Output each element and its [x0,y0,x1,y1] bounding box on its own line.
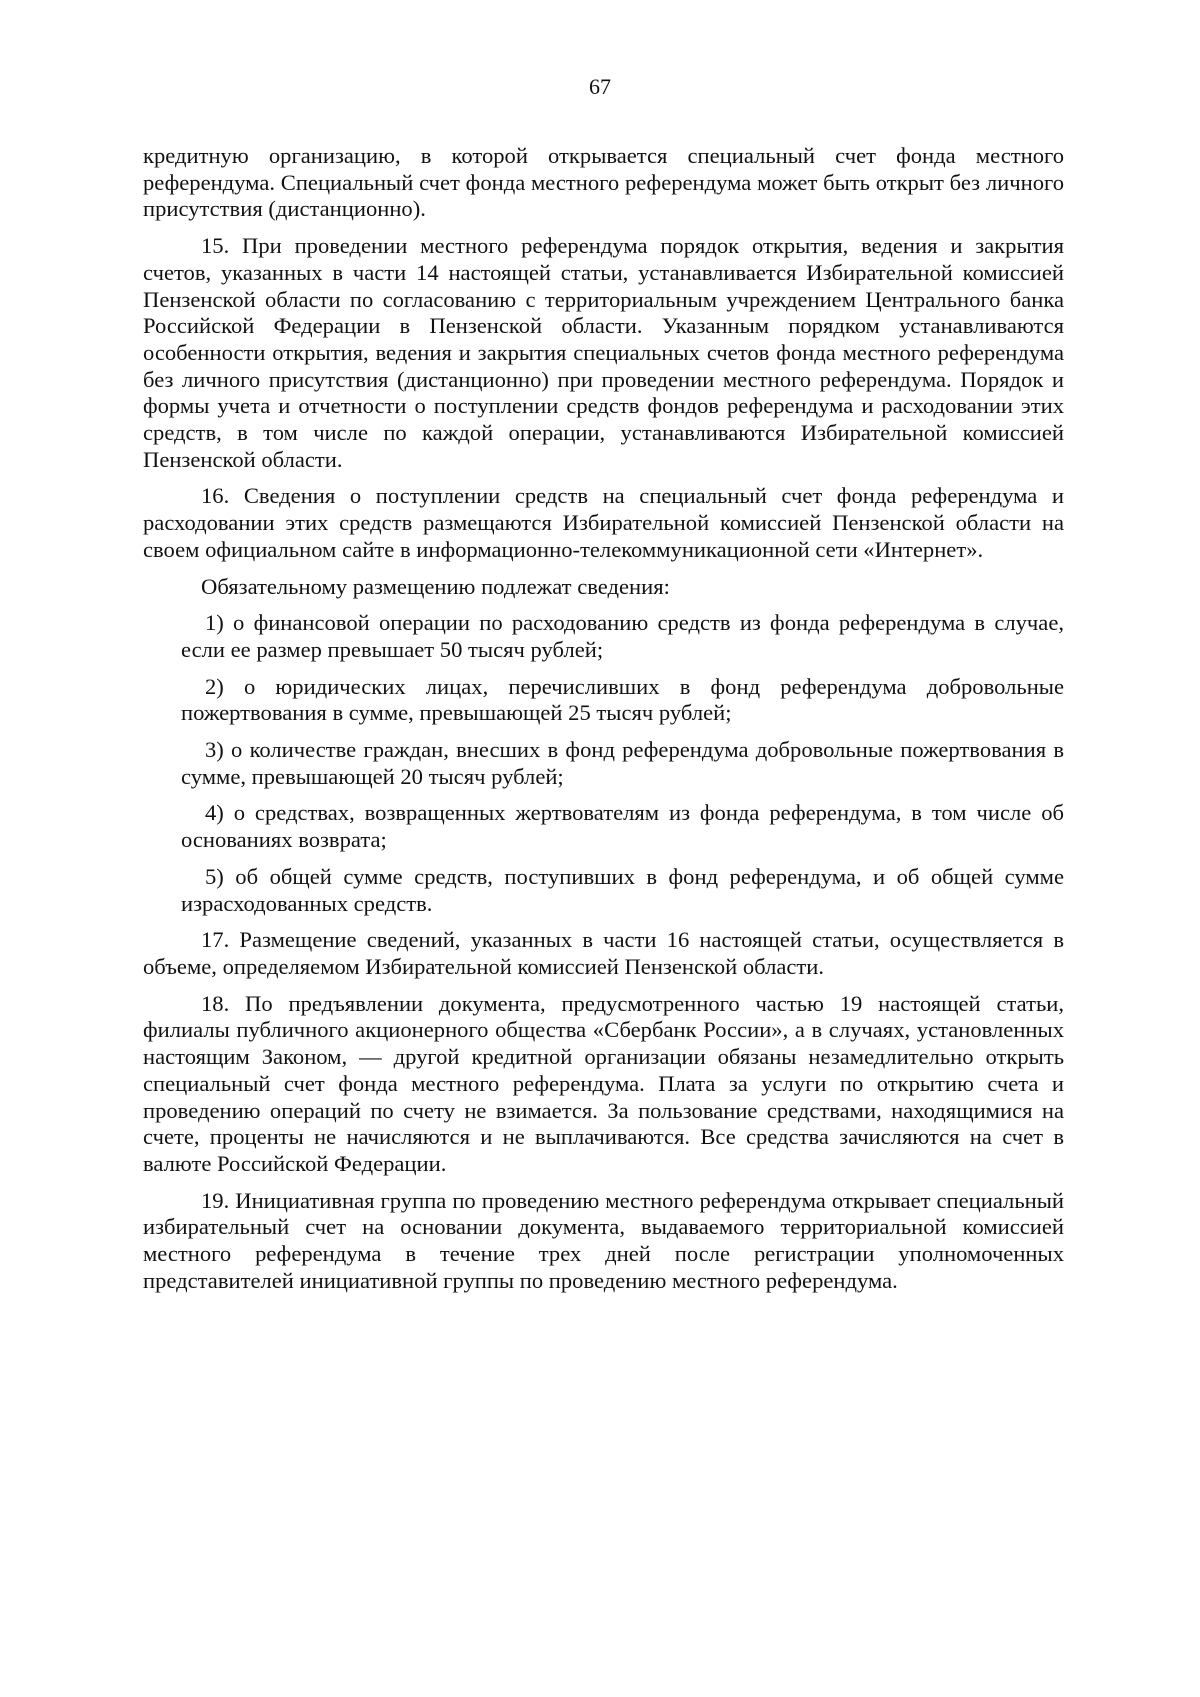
page-number: 67 [589,74,611,99]
paragraph-15: 15. При проведении местного референдума порядок открытия, ведения и закрытия счетов, указанных в части 14 настоящей статьи, устанавливается Избирательной комиссией Пензенской области по согласованию с территориальным учреждением Центрального банка Российской Федерации в Пензенской области. Указанным порядком устанавливаются особенности открытия, ведения и закрытия специальных счетов фонда местного референдума без личного присутствия (дистанционно) при проведении местного референдума. Порядок и формы учета и отчетности о поступлении средств фондов референдума и расходовании этих средств, в том числе по каждой операции, устанавливаются Избирательной комиссией Пензенской области. [143,233,1064,472]
document-body [143,143,1064,1304]
paragraph-16: 16. Сведения о поступлении средств на специальный счет фонда референдума и расходовании этих средств размещаются Избирательной комиссией Пензенской области на своем официальном сайте в информационно-телекоммуникационной сети «Интернет». [143,483,1064,562]
list-item: 5) об общей сумме средств, поступивших в фонд референдума, и об общей сумме израсходованных средств. [181,863,1064,916]
paragraph-17: 17. Размещение сведений, указанных в части 16 настоящей статьи, осуществляется в объеме, определяемом Избирательной комиссией Пензенской области. [143,927,1064,979]
list-item: 1) о финансовой операции по расходованию средств из фонда референдума в случае, если ее размер превышает 50 тысяч рублей; [181,610,1064,662]
list-item: 2) о юридических лицах, перечисливших в фонд референдума добровольные пожертвования в сумме, превышающей 25 тысяч рублей; [181,673,1064,726]
paragraph-18: 18. По предъявлении документа, предусмотренного частью 19 настоящей статьи, филиалы публичного акционерного общества «Сбербанк России», а в случаях, установленных настоящим Законом, — другой кредитной организации обязаны незамедлительно открыть специальный счет фонда местного референдума. Плата за услуги по открытию счета и проведению операций по счету не взимается. За пользование средствами, находящимися на счете, проценты не начисляются и не выплачиваются. Все средства зачисляются на счет в валюте Российской Федерации. [143,990,1064,1176]
paragraph-continuation: кредитную организацию, в которой открывается специальный счет фонда местного референдума. Специальный счет фонда местного референдума может быть открыт без личного присутствия (дистанционно). [143,143,1064,222]
paragraph-19: 19. Инициативная группа по проведению местного референдума открывает специальный избирательный счет на основании документа, выдаваемого территориальной комиссией местного референдума в течение трех дней после регистрации уполномоченных представителей инициативной группы по проведению местного референдума. [143,1187,1064,1293]
paragraph-mandatory-disclosure: Обязательному размещению подлежат сведения: [201,573,670,599]
list-item: 4) о средствах, возвращенных жертвователям из фонда референдума, в том числе об основаниях возврата; [181,800,1064,853]
list-item: 3) о количестве граждан, внесших в фонд референдума добровольные пожертвования в сумме, превышающей 20 тысяч рублей; [181,737,1064,789]
